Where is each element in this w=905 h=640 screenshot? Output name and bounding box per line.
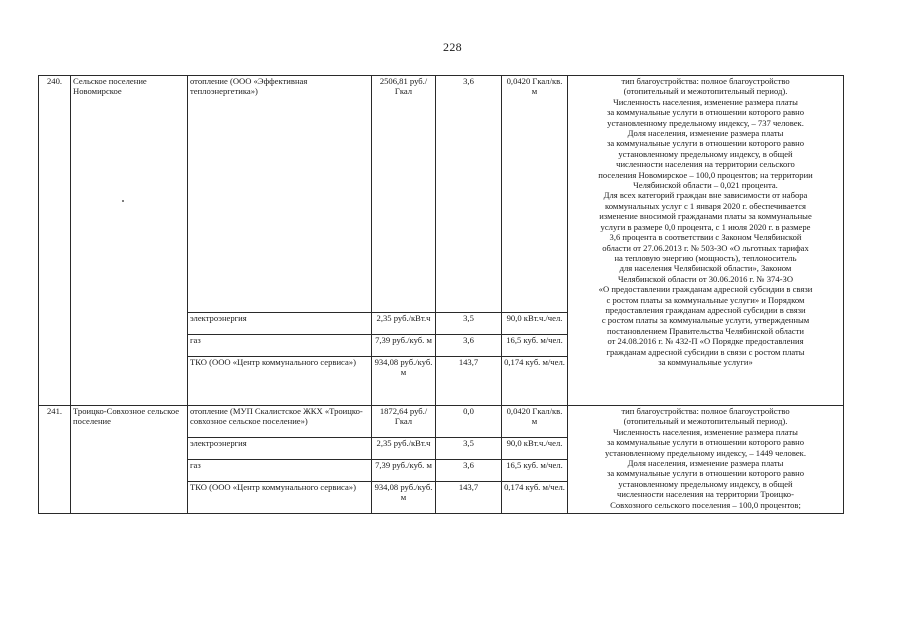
scan-speck: [122, 200, 124, 202]
service-name: газ: [188, 335, 372, 357]
settlement-name: Сельское поселение Новомирское: [71, 76, 188, 406]
note-line: за коммунальные услуги в отношении которого равно: [606, 138, 805, 149]
note-line: постановлением Правительства Челябинской области: [607, 325, 804, 336]
note-cell: [568, 76, 844, 406]
row-number: 241.: [39, 406, 71, 514]
service-norm: 0,174 куб. м/чел.: [502, 357, 568, 406]
service-rate: 3,6: [436, 460, 502, 482]
note-line: за коммунальные услуги в отношении которого равно: [606, 437, 805, 448]
note-line: Доля населения, изменение размера платы: [627, 128, 784, 139]
service-rate: 3,5: [436, 438, 502, 460]
service-norm: 0,0420 Гкал/кв. м: [502, 76, 568, 313]
service-tariff: 1872,64 руб./Гкал: [372, 406, 436, 438]
service-tariff: 7,39 руб./куб. м: [372, 460, 436, 482]
service-norm: 16,5 куб. м/чел.: [502, 335, 568, 357]
service-rate: 143,7: [436, 357, 502, 406]
note-line: за коммунальные услуги»: [658, 356, 753, 367]
note-cell: [568, 406, 844, 514]
row-number: 240.: [39, 76, 71, 406]
note-line: тип благоустройства: полное благоустройство: [621, 76, 790, 86]
service-rate: 143,7: [436, 482, 502, 514]
note-line: численности населения на территории Троицко-: [617, 489, 794, 500]
note-line: Численность населения, изменение размера платы: [613, 426, 798, 437]
service-norm: 16,5 куб. м/чел.: [502, 460, 568, 482]
service-norm: 0,0420 Гкал/кв. м: [502, 406, 568, 438]
table-row-240: [39, 76, 844, 313]
note-line: Челябинской области от 30.06.2016 г. № 374-ЗО: [617, 273, 794, 284]
service-name: электроэнергия: [188, 438, 372, 460]
note-line: установленному предельному индексу, – 1449 человек.: [605, 447, 806, 458]
note-line: установленному предельному индексу, в общей: [618, 478, 793, 489]
service-tariff: 2506,81 руб./Гкал: [372, 76, 436, 313]
service-tariff: 934,08 руб./куб. м: [372, 357, 436, 406]
note-line: численности населения на территории сельского: [616, 159, 795, 170]
service-name: ТКО (ООО «Центр коммунального сервиса»): [188, 357, 372, 406]
service-tariff: 2,35 руб./кВт.ч: [372, 313, 436, 335]
tariff-table: [38, 75, 844, 514]
note-line: от 24.08.2016 г. № 432-П «О Порядке предоставления: [607, 336, 804, 347]
table-row-241: [39, 406, 844, 438]
service-norm: 90,0 кВт.ч./чел.: [502, 313, 568, 335]
note-line: на тепловую энергию (мощность), теплоноситель: [614, 252, 797, 263]
note-line: Для всех категорий граждан вне зависимости от набора: [603, 190, 808, 201]
note-line: гражданам адресной субсидии в связи с ростом платы: [606, 346, 805, 357]
note-line: за коммунальные услуги в отношении которого равно: [606, 468, 805, 479]
service-rate: 3,6: [436, 76, 502, 313]
note-line: Доля населения, изменение размера платы: [627, 458, 784, 469]
note-line: установленному предельному индексу, в общей: [618, 148, 793, 159]
note-line: коммунальных услуг с 1 января 2020 г. обеспечивается: [605, 200, 806, 211]
note-line: «О предоставлении гражданам адресной субсидии в связи: [598, 284, 813, 295]
note-line: (отопительный и межотопительный период).: [623, 416, 788, 427]
service-tariff: 934,08 руб./куб. м: [372, 482, 436, 514]
note-line: поселения Новомирское – 100,0 процентов; на территории: [598, 169, 813, 180]
service-norm: 0,174 куб. м/чел.: [502, 482, 568, 514]
note-line: Совхозного сельского поселения – 100,0 процентов;: [610, 499, 801, 510]
settlement-name: Троицко-Совхозное сельское поселение: [71, 406, 188, 514]
service-tariff: 2,35 руб./кВт.ч: [372, 438, 436, 460]
note-line: с ростом платы за коммунальные услуги» и Порядком: [606, 294, 805, 305]
service-name: отопление (МУП Скалистское ЖКХ «Троицко-совхозное сельское поселение»): [188, 406, 372, 438]
note-line: за коммунальные услуги в отношении которого равно: [606, 107, 805, 118]
note-line: (отопительный и межотопительный период).: [623, 86, 788, 97]
note-line: услуги в размере 0,0 процента, с 1 июля 2020 г. в размере: [600, 221, 811, 232]
service-rate: 3,6: [436, 335, 502, 357]
service-name: ТКО (ООО «Центр коммунального сервиса»): [188, 482, 372, 514]
service-norm: 90,0 кВт.ч./чел.: [502, 438, 568, 460]
service-tariff: 7,39 руб./куб. м: [372, 335, 436, 357]
service-name: газ: [188, 460, 372, 482]
note-line: изменение вносимой гражданами платы за коммунальные: [599, 211, 812, 222]
page-number: 228: [443, 40, 462, 54]
note-line: Челябинской области – 0,021 процента.: [633, 180, 778, 191]
service-name: отопление (ООО «Эффективная теплоэнергетика»): [188, 76, 372, 313]
note-line: Численность населения, изменение размера платы: [613, 96, 798, 107]
note-line: тип благоустройства: полное благоустройство: [621, 406, 790, 416]
service-rate: 3,5: [436, 313, 502, 335]
note-line: предоставления гражданам адресной субсидии в связи: [605, 304, 806, 315]
note-line: с ростом платы за коммунальные услуги, утвержденным: [601, 315, 810, 326]
note-line: для населения Челябинской области», Законом: [619, 263, 792, 274]
service-rate: 0,0: [436, 406, 502, 438]
service-name: электроэнергия: [188, 313, 372, 335]
note-line: области от 27.06.2013 г. № 503-ЗО «О льготных тарифах: [602, 242, 809, 253]
note-line: 3,6 процента в соответствии с Законом Челябинской: [609, 232, 802, 243]
note-line: установленному предельному индексу, – 737 человек.: [607, 117, 804, 128]
